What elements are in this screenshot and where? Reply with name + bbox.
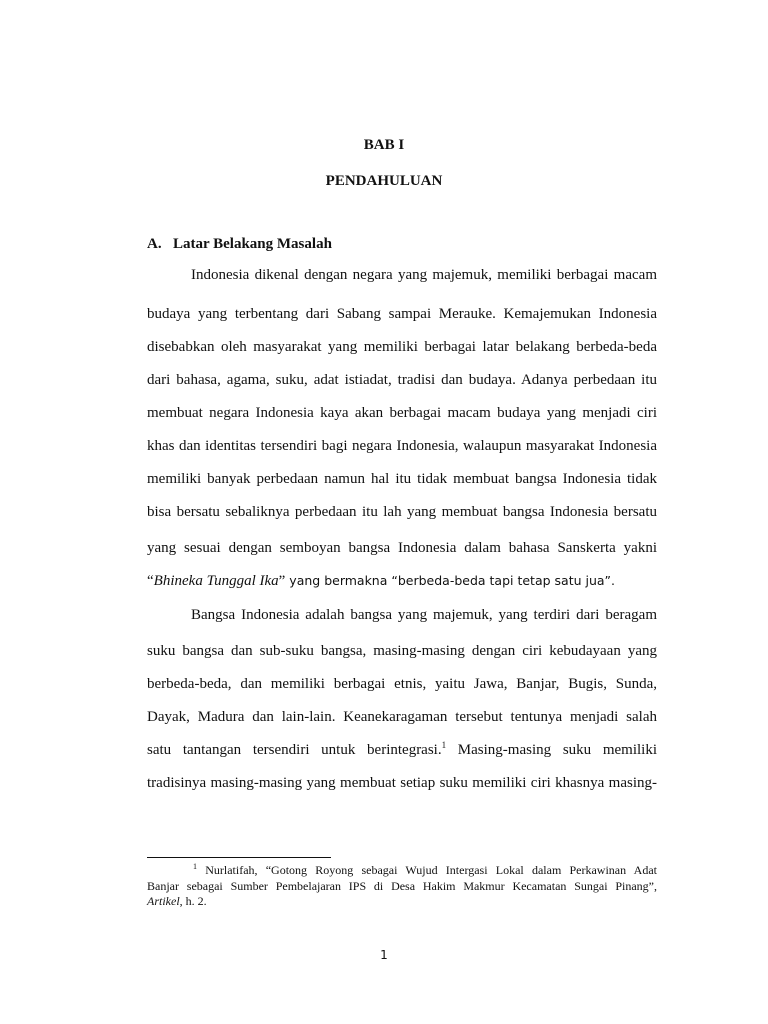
- paragraph-line: tradisinya masing-masing yang membuat setiap suku memiliki ciri khasnya masing-: [147, 775, 657, 791]
- paragraph-line: berbeda-beda, dan memiliki berbagai etnis, yaitu Jawa, Banjar, Bugis, Sunda,: [147, 676, 657, 692]
- motto-italic: Bhineka Tunggal Ika: [153, 573, 279, 589]
- paragraph-line: bisa bersatu sebaliknya perbedaan itu lah yang membuat bangsa Indonesia bersatu: [147, 504, 657, 520]
- paragraph-line: yang sesuai dengan semboyan bangsa Indonesia dalam bahasa Sanskerta yakni: [147, 540, 657, 556]
- footnote-line: [147, 894, 657, 908]
- text-after-ref: Masing-masing suku memiliki: [446, 742, 658, 758]
- footnote-line: Banjar sebagai Sumber Pembelajaran IPS di Desa Hakim Makmur Kecamatan Sungai Pinang”,: [147, 879, 657, 893]
- paragraph-last-line: [147, 572, 657, 590]
- paragraph-line: disebabkan oleh masyarakat yang memiliki berbagai latar belakang berbeda-beda: [147, 339, 657, 355]
- chapter-title: PENDAHULUAN: [325, 173, 443, 189]
- paragraph-line-with-footnote: [147, 741, 657, 759]
- open-quote: “: [147, 573, 154, 589]
- paragraph-line: memiliki banyak perbedaan namun hal itu tidak membuat bangsa Indonesia tidak: [147, 471, 657, 487]
- footnote-source-italic: Artikel: [147, 894, 180, 908]
- footnote-number: 1: [193, 862, 197, 871]
- text-before-ref: satu tantangan tersendiri untuk berintegrasi.: [147, 742, 442, 758]
- footnote-text: Nurlatifah, “Gotong Royong sebagai Wujud Intergasi Lokal dalam Perkawinan Adat: [197, 863, 657, 877]
- paragraph-line: Indonesia dikenal dengan negara yang majemuk, memiliki berbagai macam: [191, 267, 657, 283]
- footnote-line: [193, 863, 657, 877]
- chapter-number: BAB I: [363, 137, 405, 153]
- paragraph-line: Bangsa Indonesia adalah bangsa yang majemuk, yang terdiri dari beragam: [191, 607, 657, 623]
- paragraph-line: budaya yang terbentang dari Sabang sampai Merauke. Kemajemukan Indonesia: [147, 306, 657, 322]
- motto-meaning: yang bermakna “berbeda-beda tapi tetap satu jua”.: [285, 573, 616, 588]
- paragraph-line: suku bangsa dan sub-suku bangsa, masing-masing dengan ciri kebudayaan yang: [147, 643, 657, 659]
- footnote-page: , h. 2.: [179, 894, 207, 908]
- paragraph-line: Dayak, Madura dan lain-lain. Keanekaragaman tersebut tentunya menjadi salah: [147, 709, 657, 725]
- section-heading: [147, 236, 332, 253]
- close-quote: ”: [278, 573, 286, 589]
- paragraph-line: dari bahasa, agama, suku, adat istiadat, tradisi dan budaya. Adanya perbedaan itu: [147, 372, 657, 388]
- section-letter: A.: [147, 236, 162, 252]
- paragraph-line: membuat negara Indonesia kaya akan berbagai macam budaya yang menjadi ciri: [147, 405, 657, 421]
- footnote-divider: [147, 857, 331, 858]
- section-title: Latar Belakang Masalah: [173, 236, 332, 252]
- page-number: 1: [380, 948, 388, 962]
- paragraph-line: khas dan identitas tersendiri bagi negara Indonesia, walaupun masyarakat Indonesia: [147, 438, 657, 454]
- footnote-reference[interactable]: 1: [441, 740, 447, 750]
